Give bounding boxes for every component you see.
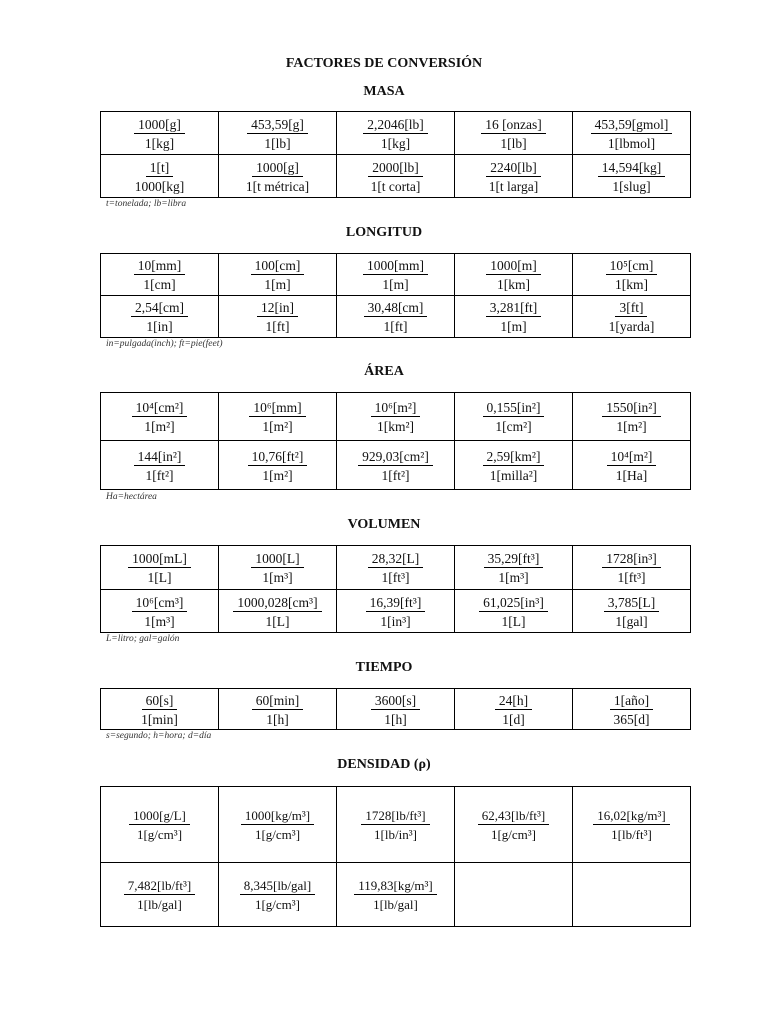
table-cell xyxy=(337,689,455,730)
fraction xyxy=(128,551,191,585)
numerator: 10⁴[cm²] xyxy=(132,400,188,417)
fraction xyxy=(233,595,321,629)
table-cell xyxy=(219,112,337,155)
denominator: 1[ft²] xyxy=(145,467,174,483)
numerator: 3600[s] xyxy=(371,693,420,710)
numerator: 1728[in³] xyxy=(602,551,661,568)
note-area: Ha=hectárea xyxy=(106,492,157,502)
table-cell xyxy=(573,393,691,441)
denominator: 1[ft³] xyxy=(617,570,646,585)
fraction xyxy=(483,449,545,483)
table-cell xyxy=(573,254,691,296)
fraction xyxy=(478,808,549,842)
denominator: 1[m] xyxy=(264,277,291,292)
table-cell xyxy=(337,863,455,927)
denominator: 1[t corta] xyxy=(370,178,421,194)
denominator: 1[yarda] xyxy=(608,319,655,334)
table-row xyxy=(101,393,691,441)
table-cell xyxy=(337,296,455,338)
fraction xyxy=(481,117,546,151)
note-masa: t=tonelada; lb=libra xyxy=(106,199,187,209)
fraction xyxy=(486,300,542,334)
table-cell xyxy=(101,689,219,730)
numerator: 10[mm] xyxy=(134,258,186,275)
denominator: 1[lb] xyxy=(264,135,291,151)
denominator: 1[ft] xyxy=(383,319,408,334)
section-title-tiempo: TIEMPO xyxy=(355,660,413,675)
numerator: 61,025[in³] xyxy=(479,595,548,612)
fraction xyxy=(479,595,548,629)
denominator: 1[g/cm³] xyxy=(136,827,183,842)
fraction xyxy=(364,300,428,334)
fraction xyxy=(134,117,185,151)
numerator: 10⁵[cm] xyxy=(606,258,658,275)
denominator: 1[t métrica] xyxy=(245,178,310,194)
fraction xyxy=(605,300,659,334)
fraction xyxy=(486,258,541,292)
numerator: 16,39[ft³] xyxy=(366,595,426,612)
numerator: 100[cm] xyxy=(251,258,305,275)
table-cell xyxy=(219,296,337,338)
fraction xyxy=(249,400,305,434)
table-cell xyxy=(101,155,219,198)
fraction xyxy=(602,551,661,585)
numerator: 7,482[lb/ft³] xyxy=(124,878,195,895)
fraction xyxy=(134,449,186,483)
table-cell xyxy=(337,787,455,863)
table-cell xyxy=(219,546,337,590)
denominator: 1[lb/gal] xyxy=(373,897,418,912)
denominator: 1[ft²] xyxy=(381,467,410,483)
numerator: 1000[kg/m³] xyxy=(241,808,314,825)
table-row xyxy=(101,112,691,155)
fraction xyxy=(241,808,314,842)
fraction xyxy=(593,808,670,842)
section-title-densidad: DENSIDAD (ρ) xyxy=(337,757,431,772)
fraction xyxy=(354,878,437,912)
table-cell xyxy=(101,546,219,590)
fraction xyxy=(483,400,545,434)
numerator: 60[min] xyxy=(252,693,304,710)
table-cell xyxy=(573,155,691,198)
denominator: 1[slug] xyxy=(612,178,651,194)
table-cell xyxy=(455,546,573,590)
denominator: 365[d] xyxy=(613,711,650,727)
table-row xyxy=(101,155,691,198)
fraction xyxy=(495,693,532,727)
table-cell xyxy=(101,112,219,155)
denominator: 1[Ha] xyxy=(615,467,648,483)
fraction xyxy=(591,117,673,151)
numerator: 14,594[kg] xyxy=(598,160,666,177)
fraction xyxy=(484,551,544,585)
table-cell xyxy=(101,393,219,441)
table-cell xyxy=(573,787,691,863)
table-cell xyxy=(219,590,337,633)
fraction xyxy=(607,449,657,483)
fraction xyxy=(240,878,316,912)
numerator: 2000[lb] xyxy=(368,160,423,177)
fraction xyxy=(363,258,428,292)
table-row xyxy=(101,689,691,730)
denominator: 1[in³] xyxy=(380,613,411,629)
denominator: 1[m] xyxy=(500,319,527,334)
table-cell xyxy=(455,787,573,863)
numerator: 1[año] xyxy=(610,693,653,710)
numerator: 2,2046[lb] xyxy=(363,117,428,134)
denominator: 1[m²] xyxy=(262,419,293,434)
table-cell xyxy=(219,441,337,490)
numerator: 1000[m] xyxy=(486,258,541,275)
denominator: 1[h] xyxy=(266,711,289,727)
fraction xyxy=(132,595,188,629)
denominator: 1[m²] xyxy=(616,419,647,434)
numerator: 1000[mL] xyxy=(128,551,191,568)
table-cell-empty xyxy=(455,863,573,927)
denominator: 1[kg] xyxy=(144,135,175,151)
denominator: 1[lb/gal] xyxy=(137,897,182,912)
fraction xyxy=(248,449,308,483)
table-row xyxy=(101,441,691,490)
section-title-area: ÁREA xyxy=(364,364,404,379)
table-cell xyxy=(455,590,573,633)
denominator: 1[cm²] xyxy=(495,419,532,434)
numerator: 10⁶[cm³] xyxy=(132,595,188,612)
numerator: 12[in] xyxy=(257,300,298,317)
section-title-masa: MASA xyxy=(363,84,405,99)
denominator: 1[km] xyxy=(497,277,530,292)
numerator: 1000[g/L] xyxy=(129,808,190,825)
table-cell xyxy=(573,441,691,490)
numerator: 8,345[lb/gal] xyxy=(240,878,316,895)
numerator: 119,83[kg/m³] xyxy=(354,878,437,895)
table-cell xyxy=(101,441,219,490)
numerator: 10⁴[m²] xyxy=(607,449,657,466)
table-row xyxy=(101,590,691,633)
denominator: 1[min] xyxy=(141,711,178,727)
table-cell xyxy=(101,590,219,633)
fraction xyxy=(252,693,304,727)
fraction xyxy=(242,160,313,194)
table-cell xyxy=(219,787,337,863)
fraction xyxy=(251,551,303,585)
numerator: 3,281[ft] xyxy=(486,300,542,317)
denominator: 1[g/cm³] xyxy=(254,827,301,842)
denominator: 1[m²] xyxy=(144,419,175,434)
fraction xyxy=(367,160,425,194)
denominator: 1[m³] xyxy=(498,570,529,585)
note-volumen: L=litro; gal=galón xyxy=(106,634,180,644)
fraction xyxy=(132,400,188,434)
numerator: 1728[lb/ft³] xyxy=(361,808,429,825)
numerator: 60[s] xyxy=(142,693,178,710)
fraction xyxy=(602,400,661,434)
denominator: 1[lbmol] xyxy=(607,135,656,151)
note-tiempo: s=segundo; h=hora; d=día xyxy=(106,731,212,741)
fraction xyxy=(598,160,666,194)
denominator: 1[km] xyxy=(614,277,648,292)
numerator: 3[ft] xyxy=(615,300,647,317)
table-cell xyxy=(337,590,455,633)
denominator: 1[ft] xyxy=(265,319,290,334)
denominator: 1[cm] xyxy=(143,277,176,292)
table-cell xyxy=(337,112,455,155)
table-row xyxy=(101,546,691,590)
table-cell xyxy=(455,689,573,730)
fraction xyxy=(257,300,298,334)
table-cell xyxy=(573,590,691,633)
denominator: 1[milla²] xyxy=(489,467,538,483)
table-cell xyxy=(455,155,573,198)
table-cell xyxy=(337,155,455,198)
denominator: 1[g/cm³] xyxy=(490,827,537,842)
fraction xyxy=(371,693,420,727)
table-row xyxy=(101,863,691,927)
table-cell xyxy=(455,112,573,155)
table-cell xyxy=(219,689,337,730)
denominator: 1[L] xyxy=(147,570,172,585)
denominator: 1[m] xyxy=(382,277,409,292)
page-title: FACTORES DE CONVERSIÓN xyxy=(285,56,483,71)
fraction xyxy=(604,595,660,629)
fraction xyxy=(606,258,658,292)
fraction xyxy=(247,117,308,151)
numerator: 453,59[gmol] xyxy=(591,117,673,134)
table-cell xyxy=(573,689,691,730)
table-cell xyxy=(219,393,337,441)
denominator: 1[g/cm³] xyxy=(254,897,301,912)
fraction xyxy=(131,300,188,334)
numerator: 10,76[ft²] xyxy=(248,449,308,466)
denominator: 1000[kg] xyxy=(134,178,185,194)
table-cell xyxy=(455,393,573,441)
table-cell xyxy=(219,863,337,927)
denominator: 1[gal] xyxy=(615,613,648,629)
fraction xyxy=(368,551,424,585)
table-cell xyxy=(337,546,455,590)
denominator: 1[in] xyxy=(146,319,173,334)
numerator: 35,29[ft³] xyxy=(484,551,544,568)
table-masa xyxy=(100,111,691,198)
numerator: 453,59[g] xyxy=(247,117,308,134)
fraction xyxy=(363,117,428,151)
table-cell xyxy=(337,393,455,441)
table-cell xyxy=(455,441,573,490)
numerator: 1[t] xyxy=(146,160,174,177)
table-row xyxy=(101,296,691,338)
fraction xyxy=(361,808,429,842)
denominator: 1[L] xyxy=(501,613,526,629)
numerator: 62,43[lb/ft³] xyxy=(478,808,549,825)
denominator: 1[km²] xyxy=(376,419,415,434)
fraction xyxy=(129,808,190,842)
denominator: 1[h] xyxy=(384,711,407,727)
denominator: 1[m³] xyxy=(262,570,293,585)
denominator: 1[t larga] xyxy=(488,178,539,194)
note-longitud: in=pulgada(inch); ft=pie(feet) xyxy=(106,339,223,349)
numerator: 2,54[cm] xyxy=(131,300,188,317)
denominator: 1[ft³] xyxy=(381,570,410,585)
table-cell xyxy=(573,546,691,590)
fraction xyxy=(131,160,189,194)
table-cell xyxy=(101,254,219,296)
fraction xyxy=(124,878,195,912)
fraction xyxy=(358,449,433,483)
table-cell xyxy=(219,155,337,198)
numerator: 30,48[cm] xyxy=(364,300,428,317)
numerator: 2240[lb] xyxy=(486,160,541,177)
fraction xyxy=(610,693,654,727)
fraction xyxy=(366,595,426,629)
table-cell xyxy=(337,441,455,490)
table-tiempo xyxy=(100,688,691,730)
numerator: 10⁶[m²] xyxy=(371,400,421,417)
numerator: 3,785[L] xyxy=(604,595,660,612)
numerator: 929,03[cm²] xyxy=(358,449,433,466)
table-row xyxy=(101,787,691,863)
table-row xyxy=(101,254,691,296)
table-cell xyxy=(573,296,691,338)
table-cell xyxy=(101,296,219,338)
table-cell xyxy=(455,296,573,338)
denominator: 1[d] xyxy=(502,711,525,727)
table-cell xyxy=(455,254,573,296)
table-volumen xyxy=(100,545,691,633)
fraction xyxy=(485,160,543,194)
numerator: 1550[in²] xyxy=(602,400,661,417)
numerator: 10⁶[mm] xyxy=(249,400,305,417)
numerator: 24[h] xyxy=(495,693,532,710)
numerator: 1000[mm] xyxy=(363,258,428,275)
denominator: 1[lb/ft³] xyxy=(611,827,652,842)
numerator: 16,02[kg/m³] xyxy=(593,808,670,825)
denominator: 1[lb/in³] xyxy=(374,827,417,842)
table-cell xyxy=(219,254,337,296)
numerator: 144[in²] xyxy=(134,449,186,466)
numerator: 2,59[km²] xyxy=(483,449,545,466)
denominator: 1[m²] xyxy=(262,467,293,483)
table-longitud xyxy=(100,253,691,338)
table-densidad xyxy=(100,786,691,927)
table-cell-empty xyxy=(573,863,691,927)
fraction xyxy=(371,400,421,434)
numerator: 28,32[L] xyxy=(368,551,424,568)
section-title-volumen: VOLUMEN xyxy=(347,517,421,532)
table-area xyxy=(100,392,691,490)
denominator: 1[kg] xyxy=(380,135,411,151)
table-cell xyxy=(101,787,219,863)
numerator: 0,155[in²] xyxy=(483,400,545,417)
denominator: 1[lb] xyxy=(500,135,527,151)
fraction xyxy=(134,258,186,292)
table-cell xyxy=(337,254,455,296)
fraction xyxy=(137,693,182,727)
numerator: 1000,028[cm³] xyxy=(233,595,321,612)
table-cell xyxy=(101,863,219,927)
numerator: 1000[g] xyxy=(134,117,185,134)
numerator: 1000[g] xyxy=(252,160,303,177)
fraction xyxy=(251,258,305,292)
table-cell xyxy=(573,112,691,155)
section-title-longitud: LONGITUD xyxy=(345,225,423,240)
numerator: 1000[L] xyxy=(251,551,303,568)
numerator: 16 [onzas] xyxy=(481,117,546,134)
denominator: 1[L] xyxy=(265,613,290,629)
denominator: 1[m³] xyxy=(144,613,175,629)
